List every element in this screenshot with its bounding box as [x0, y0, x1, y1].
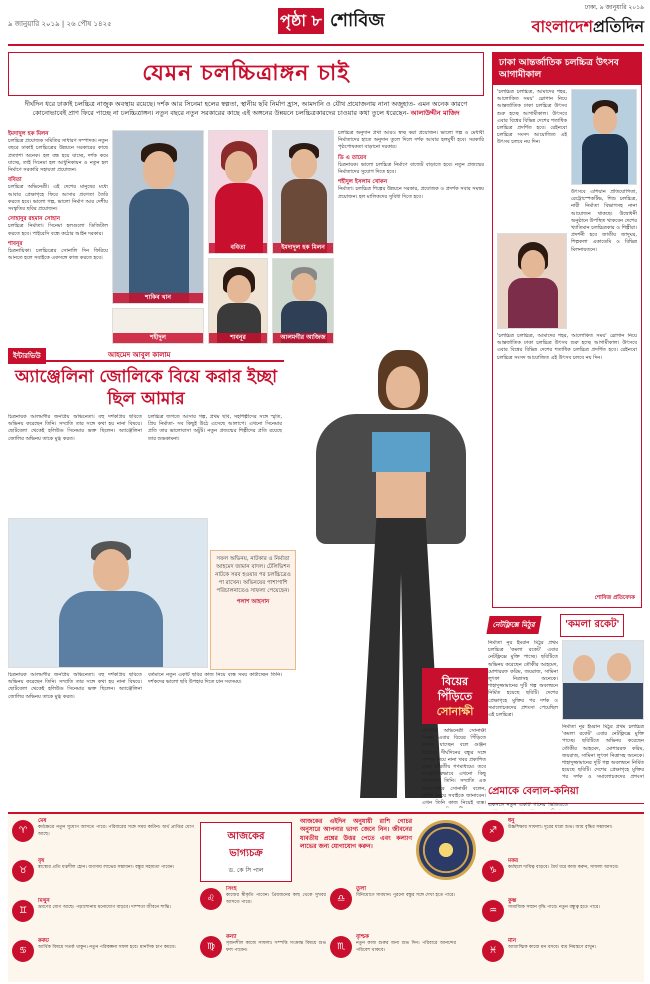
photo-person-1[interactable]: [272, 130, 334, 254]
face-shape: [292, 273, 316, 301]
sonakshi-text: বলিউড অভিনেত্রী সোনাক্ষী সিনহা এবার বিয়ের পিঁড়িতে বসতে যাচ্ছেন বলে গুঞ্জন উঠেছে। দীর্ঘদিনের বন্ধুর সঙ্গে সম্পর্ক নিয়ে নানা খবর প্রকাশিত হচ্ছে ভারতীয় গণমাধ্যমে। তবে আনুষ্ঠানিকভাবে এখনো কিছু জানাননি তিনি। সম্প্রতি এক সাক্ষাৎকারে সোনাক্ষী বলেন, সঠিক সময়ে সবাইকে জানাবেন। এখন তিনি কাজ নিয়েই ব্যস্ত।: [422, 728, 486, 807]
interview-band: [8, 348, 284, 362]
couple-headline[interactable]: প্রেমাকে বেলাল-কনিয়া: [488, 784, 644, 804]
face-shape: [521, 250, 545, 278]
column-paragraph: নির্মাতা। চলচ্চিত্র শিল্পের উন্নয়নে সরকার, প্রযোজক ও প্রদর্শক সবার সমন্বয় প্রয়োজন। হল মালিকদের সুবিধা দিতে হবে।: [338, 186, 484, 200]
brand-part2: প্রতিদিন: [592, 17, 644, 36]
horoscope-author: ড. কে সি পাল: [228, 867, 264, 874]
photo-actress-1[interactable]: [208, 130, 268, 254]
horoscope-aquarius: [508, 898, 640, 934]
sign-text: সৃজনশীল কাজে সাফল্য। সম্পত্তি সংক্রান্ত বিষয়ে শুভ ফল পাবেন।: [226, 941, 326, 953]
virgo-icon: ♍: [200, 936, 222, 958]
headline-line-3: সোনাক্ষী: [436, 705, 474, 718]
sign-text: কর্মস্থলে দায়িত্ব বাড়বে। ধৈর্য ধরে কাজ করুন, সাফল্য আসবে।: [508, 865, 619, 871]
horoscope-title-1: আজকের: [227, 831, 265, 842]
horoscope-virgo: [226, 934, 326, 978]
photo-actor-1[interactable]: [112, 130, 204, 304]
sidebar-text-1: 'চলচ্চিত্র চলচ্চিত্র, আমাদের শহর, আলোকিত সময়' স্লোগান নিয়ে আন্তর্জাতিক ঢাকা চলচ্চিত্র উৎসব শুরু হচ্ছে আগামীকাল। উৎসবে এবার বিশ্বের বিভিন্ন দেশের শতাধিক চলচ্চিত্র প্রদর্শিত হবে। রেইনবো চলচ্চিত্র সংসদ আয়োজিত এই উৎসব চলবে নয় দিন।: [497, 89, 567, 146]
sign-text: নতুন কাজ শুরুর জন্য শুভ দিন। পরিবারে আনন্দের পরিবেশ থাকবে।: [356, 941, 456, 953]
column-paragraph: চিত্রনায়ক। ভালো চলচ্চিত্র নির্মাণে বাজেট বাড়াতে হবে। নতুন প্রজন্মের নির্মাতাদের সুযোগ দিতে হবে।: [338, 161, 484, 176]
body-shape: [582, 134, 628, 185]
interview-column-2: চলচ্চিত্র জগতে আসার গল্প, প্রথম ছবি, সহশিল্পীদের সঙ্গে স্মৃতি, প্রিয় নির্মাতা- সব কিছুই উঠে এসেছে আলাপে। এখনো সিনেমার প্রতি তার ভালোবাসা অটুট। নতুন প্রজন্মের শিল্পীদের প্রতি রয়েছে তার শুভকামনা।: [148, 414, 282, 442]
lead-headline: যেমন চলচ্চিত্রাঙ্গন চাই: [142, 60, 350, 86]
lead-deck: [8, 100, 484, 118]
face-shape: [143, 151, 175, 189]
interview-photo[interactable]: [8, 518, 208, 668]
issue-date: ৯ জানুয়ারি ২০১৯ | ২৬ পৌষ ১৪২৫: [8, 20, 112, 28]
zodiac-wheel-icon: [416, 820, 476, 880]
interview-tag: ইন্টারভিউ: [8, 348, 46, 364]
gemini-icon: ♊: [12, 900, 34, 922]
face-shape: [291, 149, 317, 179]
headline-line-1: বিয়ের: [441, 675, 469, 688]
horoscope-pisces: [508, 938, 640, 978]
sign-name: তুলা: [356, 886, 366, 892]
photo-caption: শহীদুল: [113, 333, 203, 343]
column-paragraph: চলচ্চিত্র অভিনেত্রী। এই দেশের মানুষের মধ্যে আবার প্রেক্ষাগৃহে ফিরে আসার প্রবণতা তৈরি করতে হবে। ভালো গল্প, ভালো নির্মাণ আর দেশীয় সংস্কৃতির ছবির প্রয়োজন।: [8, 184, 108, 213]
interview-column-1: চিত্রনায়ক আলমগীর জনপ্রিয় অভিনেতা। বহু দর্শকপ্রিয় ছবিতে অভিনয় করেছেন তিনি। সম্প্রতি তার সঙ্গে কথা হয় নানা বিষয়ে। ছোটবেলা থেকেই হলিউড সিনেমার ভক্ত ছিলেন। অ্যাঞ্জেলিনা জোলির অভিনয় তাকে মুগ্ধ করত।: [8, 414, 142, 442]
lead-column-2: [338, 130, 484, 344]
sidebar-text-3: 'চলচ্চিত্র চলচ্চিত্র, আমাদের শহর, আলোকিত সময়' স্লোগান নিয়ে আন্তর্জাতিক ঢাকা চলচ্চিত্র উৎসব শুরু হচ্ছে আগামীকাল। উৎসবে এবার বিশ্বের বিভিন্ন দেশের শতাধিক চলচ্চিত্র প্রদর্শিত হবে। রেইনবো চলচ্চিত্র সংসদ আয়োজিত এই উৎসব চলবে নয় দিন।: [497, 333, 637, 361]
sign-name: বৃশ্চিক: [356, 934, 370, 940]
sagittarius-icon: ♐: [482, 820, 504, 842]
horoscope-aries: [38, 818, 194, 854]
column-paragraph: চলচ্চিত্র প্রযোজক সমিতির সাধারণ সম্পাদক। নতুন বছরে ঢাকাই চলচ্চিত্রের উন্নয়নে সরকারের কাছে প্রত্যাশা অনেক। হল বন্ধ হয়ে যাচ্ছে, দর্শক কমে যাচ্ছে, তাই সিনেমা হল আধুনিকায়ন ও নতুন হল নির্মাণে সরকারি সহায়তা প্রয়োজন।: [8, 138, 108, 174]
quote-byline: পলাশ আহসান: [236, 599, 270, 605]
photo-caption: আলমগীর আজিজ: [273, 333, 333, 343]
horoscope-intro: আজকের এইদিন অনুযায়ী রাশি গোচর অনুসারে আপনার ভাগ্য জেনে নিন। জীবনের যাবতীয় প্রশ্নের উত্তর পেতে এবং কল্যাণ লাভের জন্য যোগাযোগ করুন।: [300, 818, 412, 851]
sidebar-film-festival: [492, 52, 642, 608]
lead-column-1: [8, 128, 108, 344]
lead-byline: আলাউদ্দীন মাজিদ: [410, 109, 460, 117]
horoscope-section: [8, 812, 644, 982]
sign-name: সিংহ: [226, 886, 237, 892]
horoscope-title-2: ভাগ্যচক্র: [229, 848, 263, 859]
horoscope-title-box: [200, 822, 292, 882]
capricorn-icon: ♑: [482, 860, 504, 882]
crop-top-shape: [372, 432, 430, 472]
interview-headline[interactable]: অ্যাঞ্জেলিনা জোলিকে বিয়ে করার ইচ্ছা ছিল আমার: [14, 367, 278, 409]
horoscope-sagittarius: [508, 818, 640, 854]
sign-text: সামাজিক সম্মান বৃদ্ধি পাবে। নতুন বন্ধুত্ব হতে পারে।: [508, 905, 600, 911]
netflix-photo[interactable]: [562, 640, 644, 720]
column-paragraph: চলচ্চিত্র অনুদান প্রথা আরও স্বচ্ছ করা প্রয়োজন। ভালো গল্প ও মেধাবী নির্মাতাদের হাতে অনুদান তুলে দিলে দর্শক আবার হলমুখী হবে। সরকারি পৃষ্ঠপোষকতা বাড়ানো দরকার।: [338, 130, 484, 151]
sign-name: কুম্ভ: [508, 898, 517, 904]
face-shape: [227, 275, 251, 303]
column-paragraph: চলচ্চিত্র নির্মাতা। সিনেমা হলগুলো ডিজিটাল করতে হবে। পাইরেসি বন্ধে কঠোর আইন দরকার।: [8, 223, 108, 237]
photo-caption: ববিতা: [209, 243, 267, 253]
lead-deck-text: দীর্ঘদিন ধরে ঢাকাই চলচ্চিত্র নাজুক অবস্থায় রয়েছে। দর্শক আর সিনেমা হলের স্বল্পতা, স্থানীয় ছবি নির্মাণ হ্রাস, আমদানি ও যৌথ প্রযোজনায় নানা অজুহাত- এমন অনেক কারণে কোনোভাবেই প্রাণ ফিরে পাচ্ছে না চলচ্চিত্রাঙ্গন। নতুন বছরে নতুন সরকারের কাছে এই অঙ্গনের উন্নয়নে চলচ্চিত্রকারদের চাওয়ার কথা তুলে ধরেছেন-: [24, 100, 468, 117]
sign-name: কর্কট: [38, 938, 49, 944]
horoscope-cancer: [38, 938, 194, 978]
sign-name: কন্যা: [226, 934, 237, 940]
photo-caption: ইমদাদুল হক মিলন: [273, 243, 333, 253]
netflix-headline-box[interactable]: [488, 612, 644, 636]
aquarius-icon: ♒: [482, 900, 504, 922]
photo-caption: শাবনূর: [209, 333, 267, 343]
column-subhead: সোহানুর রহমান সোহান: [8, 216, 61, 223]
column-subhead: ডি এ তায়েব: [338, 154, 367, 161]
sign-name: বৃষ: [38, 858, 45, 864]
body-shape: [129, 189, 189, 304]
netflix-title: 'কমলা রকেট': [560, 614, 624, 637]
sidebar-headline[interactable]: ঢাকা আন্তর্জাতিক চলচ্চিত্র উৎসব আগামীকাল: [493, 53, 641, 85]
horoscope-scorpio: [356, 934, 456, 978]
sidebar-photo-1[interactable]: [571, 89, 637, 185]
column-paragraph: চিত্রনায়িকা। চলচ্চিত্রের সোনালি দিন ফিরিয়ে আনতে হলে সবাইকে একসঙ্গে কাজ করতে হবে।: [8, 248, 108, 262]
face-shape: [593, 106, 617, 134]
column-subhead: ইমদাদুল হক মিলন: [8, 131, 49, 137]
horoscope-capricorn: [508, 858, 640, 894]
face-shape: [225, 151, 253, 183]
sign-name: মিথুন: [38, 898, 50, 904]
scorpio-icon: ♏: [330, 936, 352, 958]
column-subhead: শহীদুল ইসলাম খোকন: [338, 179, 388, 186]
sign-text: কর্মক্ষেত্রে নতুন সুযোগ আসতে পারে। পরিবারের সঙ্গে সময় কাটান। অর্থ প্রাপ্তির যোগ আছে।: [38, 825, 194, 837]
midriff-shape: [376, 472, 426, 518]
photo-person-3[interactable]: [112, 308, 204, 344]
sign-text: ভ্রমণের যোগ আছে। পড়াশোনায় মনোযোগ বাড়বে। দাম্পত্য জীবনে শান্তি।: [38, 905, 171, 911]
face-shape: [386, 366, 420, 408]
interview-author: আহমেদ আবুল কালাম: [108, 351, 171, 359]
sign-text: আধ্যাত্মিক কাজে মন বসবে। ব্যয় নিয়ন্ত্রণে রাখুন।: [508, 945, 597, 951]
sign-text: আর্থিক বিষয়ে সতর্ক থাকুন। নতুন পরিকল্পনা সফল হবে। মানসিক চাপ কমবে।: [38, 945, 176, 951]
headline-line-2: পিঁড়িতে: [437, 690, 473, 703]
interview-column-4: বর্তমানে নতুন একটি ছবির কাজ নিয়ে ব্যস্ত সময় কাটাচ্ছেন তিনি। দর্শকদের ভালো ছবি উপহার দিতে চান সবসময়।: [148, 672, 282, 686]
body-shape: [59, 591, 163, 668]
column-subhead: ববিতা: [8, 177, 22, 184]
cancer-icon: ♋: [12, 940, 34, 962]
libra-icon: ♎: [330, 888, 352, 910]
pisces-icon: ♓: [482, 940, 504, 962]
netflix-tag: নেটফ্লিক্সে মিঠুর: [486, 616, 541, 634]
sidebar-text-2: উৎসবে এশিয়ান প্রতিযোগিতা, রেট্রোস্পেকটিভ, শিশু চলচ্চিত্র, নারী নির্মাতা বিভাগসহ নানা আয়োজন থাকছে। উদ্বোধনী অনুষ্ঠানে উপস্থিত থাকবেন দেশের খ্যাতিমান চলচ্চিত্রকার ও শিল্পীরা। প্রদর্শনী হবে জাতীয় জাদুঘর, শিল্পকলা একাডেমি ও বিভিন্ন মিলনায়তনে।: [571, 189, 637, 253]
sign-text: বিনিয়োগে সাবধান। পুরনো বন্ধুর সঙ্গে দেখা হতে পারে।: [356, 893, 456, 899]
horoscope-gemini: [38, 898, 194, 934]
couple-text: একসঙ্গে নতুন একটি গানের ভিডিওতে: [488, 802, 568, 808]
section-title: শোবিজ: [330, 10, 385, 31]
photo-person-2[interactable]: [272, 258, 334, 344]
sidebar-photo-2[interactable]: [497, 233, 567, 329]
horoscope-libra: [356, 886, 456, 930]
photo-caption: শাকিব খান: [113, 293, 203, 303]
interview-column-3: চিত্রনায়ক আলমগীর জনপ্রিয় অভিনেতা। বহু দর্শকপ্রিয় ছবিতে অভিনয় করেছেন তিনি। সম্প্রতি তার সঙ্গে কথা হয় নানা বিষয়ে। ছোটবেলা থেকেই হলিউড সিনেমার ভক্ত ছিলেন। অ্যাঞ্জেলিনা জোলির অভিনয় তাকে মুগ্ধ করত।: [8, 672, 142, 700]
sign-name: মকর: [508, 858, 519, 864]
masthead: [8, 0, 644, 46]
sign-name: ধনু: [508, 818, 515, 824]
taurus-icon: ♉: [12, 860, 34, 882]
netflix-text: নির্মাতা নূর ইমরান মিঠুর প্রথম চলচ্চিত্র 'কমলা রকেট' এবার নেটফ্লিক্সে মুক্তি পাচ্ছে। ছবিটিতে অভিনয় করেছেন তৌকীর আহমেদ, মোশাররফ করিম, জয়রাজ, সামিনা লুৎফা নিত্রাসহ অনেকে। শাহাদুজ্জামানের দুটি গল্প অবলম্বনে নির্মিত হয়েছে ছবিটি। দেশের প্রেক্ষাগৃহে মুক্তির পর দর্শক ও সমালোচকদের প্রশংসা পেয়েছিল এই চলচ্চিত্র।: [488, 640, 558, 719]
date-line: ঢাকা, ৯ জানুয়ারি ২০১৯: [584, 4, 644, 11]
body-shape: [508, 278, 558, 329]
sidebar-byline: শোবিজ প্রতিবেদক: [594, 595, 635, 601]
sonakshi-headline-box[interactable]: [422, 668, 488, 724]
face-shape: [93, 549, 129, 591]
sign-text: কাজের স্বীকৃতি পাবেন। প্রিয়জনের কাছ থেকে সুখবর আসতে পারে।: [226, 893, 326, 905]
sign-text: স্বাস্থ্যের প্রতি যত্নশীল হোন। ব্যবসায় লাভের সম্ভাবনা। বন্ধুর সহায়তা পাবেন।: [38, 865, 175, 871]
brand-part1: বাংলাদেশ: [531, 17, 593, 36]
netflix-text-2: নির্মাতা নূর ইমরান মিঠুর প্রথম চলচ্চিত্র 'কমলা রকেট' এবার নেটফ্লিক্সে মুক্তি পাচ্ছে। ছবিটিতে অভিনয় করেছেন তৌকীর আহমেদ, মোশাররফ করিম, জয়রাজ, সামিনা লুৎফা নিত্রাসহ অনেকে। শাহাদুজ্জামানের দুটি গল্প অবলম্বনে নির্মিত হয়েছে ছবিটি। দেশের প্রেক্ষাগৃহে মুক্তির পর দর্শক ও সমালোচকদের প্রশংসা: [562, 724, 644, 780]
horoscope-leo: [226, 886, 326, 930]
lead-headline-box[interactable]: [8, 52, 484, 96]
sign-name: মেষ: [38, 818, 47, 824]
photo-actress-2[interactable]: [208, 258, 268, 344]
page-number: পৃষ্ঠা ৮: [278, 8, 324, 34]
sign-text: উচ্চশিক্ষায় সাফল্য। দূরের যাত্রা শুভ। আয় বৃদ্ধির সম্ভাবনা।: [508, 825, 613, 831]
quote-text: সফল অভিনয়, নাটকার ও নির্মাতা আহমেদ জামান বাদল। টেলিভিশন নাটকে সরব হওয়ার পর চলচ্চিত্রেও পা রাখেন। অভিনয়ের পাশাপাশি পরিচালনাতেও সাফল্য পেয়েছেন।: [215, 556, 291, 594]
face-shape: [607, 653, 631, 681]
leo-icon: ♌: [200, 888, 222, 910]
sign-name: মীন: [508, 938, 517, 944]
column-subhead: শাবনূর: [8, 240, 23, 247]
horoscope-taurus: [38, 858, 194, 894]
newspaper-logo[interactable]: [532, 14, 644, 41]
body-shape: [563, 683, 644, 720]
face-shape: [573, 655, 595, 681]
aries-icon: ♈: [12, 820, 34, 842]
